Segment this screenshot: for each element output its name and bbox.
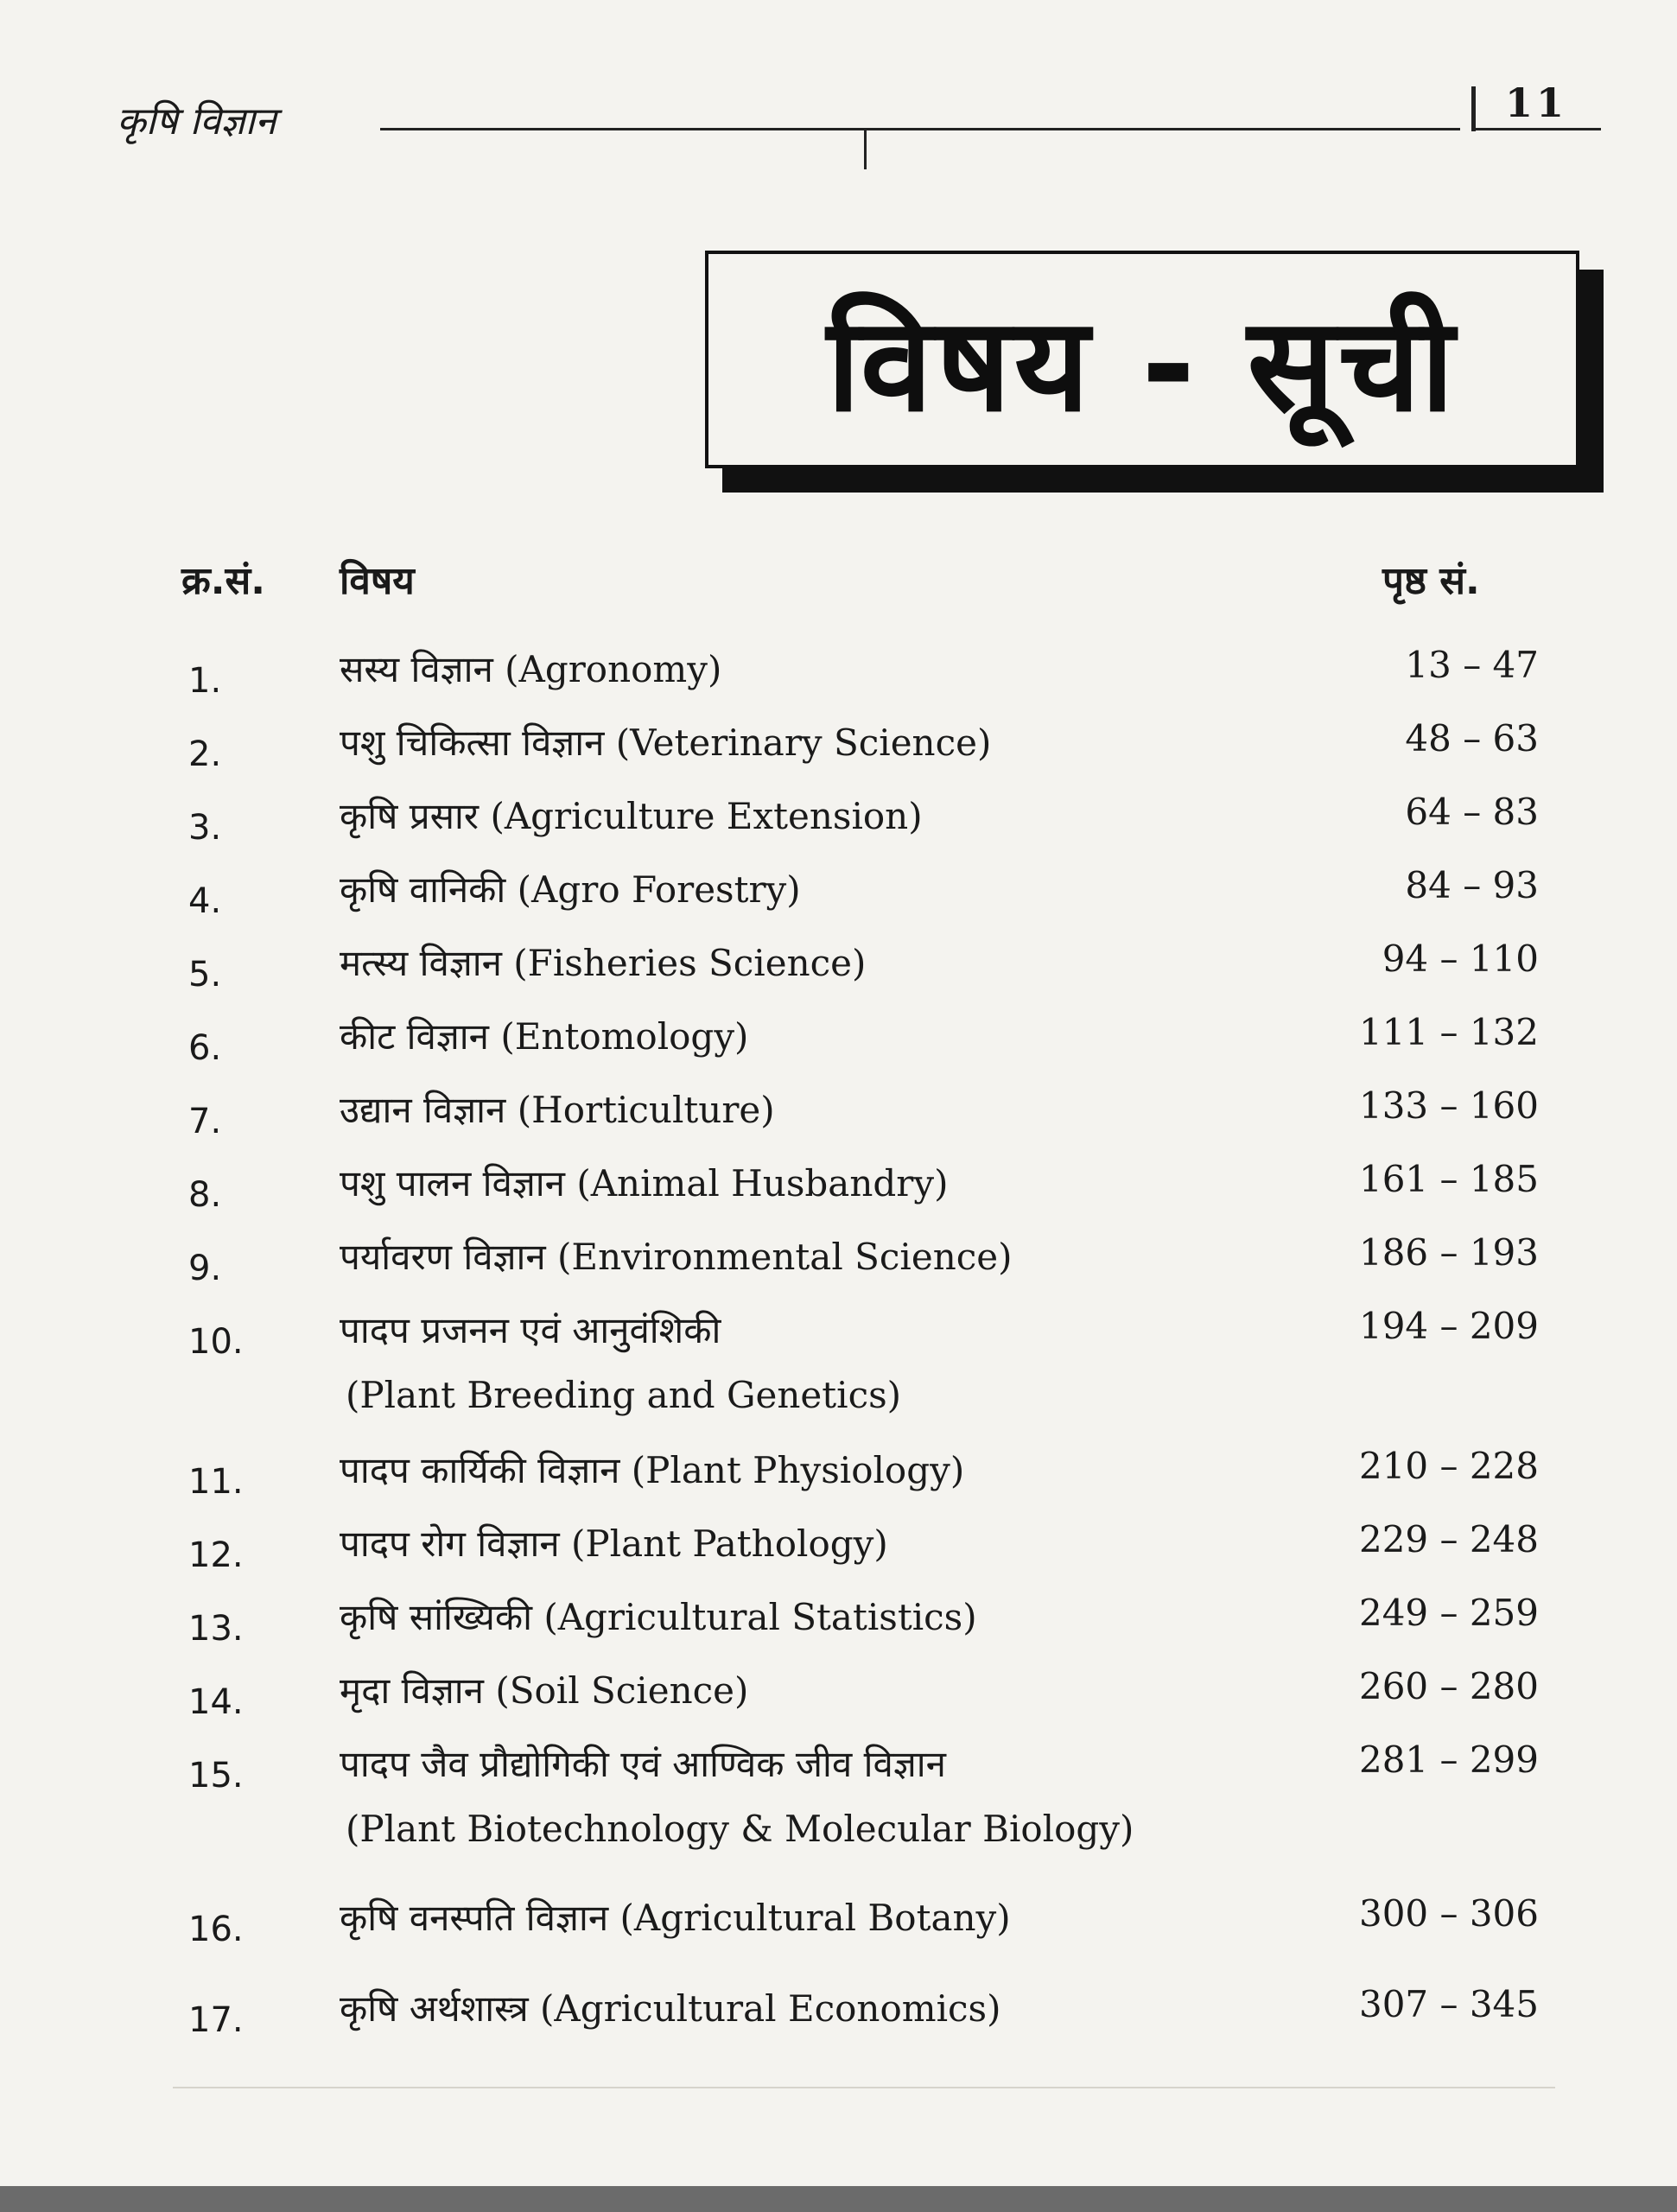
item-subject: पादप रोग विज्ञान (Plant Pathology) <box>340 1522 888 1565</box>
item-subject: कृषि सांख्यिकी (Agricultural Statistics) <box>340 1596 977 1638</box>
item-subject: कृषि अर्थशास्त्र (Agricultural Economics) <box>340 1987 1001 2030</box>
list-item <box>0 717 1677 786</box>
item-number: 8. <box>188 1175 222 1215</box>
item-number: 16. <box>188 1910 244 1949</box>
list-item <box>0 644 1677 713</box>
item-number: 9. <box>188 1249 222 1288</box>
item-number: 4. <box>188 881 222 921</box>
scan-edge <box>0 2186 1677 2212</box>
item-subject: पादप कार्यिकी विज्ञान (Plant Physiology) <box>340 1449 965 1491</box>
item-subject: पशु चिकित्सा विज्ञान (Veterinary Science) <box>340 721 992 764</box>
item-number: 13. <box>188 1609 244 1649</box>
item-number: 11. <box>188 1462 244 1502</box>
item-pages: 64 – 83 <box>1405 791 1539 833</box>
list-item <box>0 1011 1677 1080</box>
item-number: 7. <box>188 1102 222 1141</box>
item-pages: 111 – 132 <box>1358 1011 1539 1053</box>
item-subject: कीट विज्ञान (Entomology) <box>340 1015 749 1058</box>
title-box <box>705 251 1579 468</box>
column-header-subject: विषय <box>340 559 415 603</box>
item-number: 10. <box>188 1322 244 1362</box>
item-subject: उद्यान विज्ञान (Horticulture) <box>340 1089 775 1131</box>
item-pages: 249 – 259 <box>1358 1592 1539 1634</box>
item-subject: पादप प्रजनन एवं आनुवंशिकी <box>340 1309 721 1351</box>
list-item <box>0 938 1677 1007</box>
item-pages: 161 – 185 <box>1358 1158 1539 1200</box>
list-item <box>0 1158 1677 1227</box>
list-item <box>0 864 1677 933</box>
item-subject-line2: (Plant Breeding and Genetics) <box>346 1374 902 1416</box>
item-pages: 48 – 63 <box>1405 717 1539 760</box>
column-header-number: क्र.सं. <box>181 559 265 603</box>
list-item <box>0 1084 1677 1154</box>
list-item <box>0 1738 1677 1850</box>
item-subject: मृदा विज्ञान (Soil Science) <box>340 1669 749 1712</box>
item-pages: 194 – 209 <box>1358 1305 1539 1347</box>
item-pages: 300 – 306 <box>1358 1892 1539 1935</box>
item-pages: 133 – 160 <box>1358 1084 1539 1127</box>
item-subject: कृषि वनस्पति विज्ञान (Agricultural Botany) <box>340 1897 1011 1939</box>
item-pages: 13 – 47 <box>1405 644 1539 686</box>
list-item <box>0 1305 1677 1416</box>
list-item <box>0 1983 1677 2052</box>
page-number-bar <box>1471 86 1476 131</box>
list-item <box>0 1445 1677 1514</box>
item-pages: 307 – 345 <box>1358 1983 1539 2025</box>
running-header: कृषि विज्ञान <box>117 99 276 143</box>
item-pages: 281 – 299 <box>1358 1738 1539 1781</box>
item-number: 14. <box>188 1682 244 1722</box>
list-item <box>0 1592 1677 1661</box>
item-subject: सस्य विज्ञान (Agronomy) <box>340 648 722 690</box>
item-subject: पादप जैव प्रौद्योगिकी एवं आण्विक जीव विज्ञान <box>340 1743 946 1785</box>
item-pages: 84 – 93 <box>1405 864 1539 906</box>
item-pages: 186 – 193 <box>1358 1231 1539 1274</box>
item-number: 6. <box>188 1028 222 1068</box>
item-pages: 229 – 248 <box>1358 1518 1539 1560</box>
list-item <box>0 1665 1677 1734</box>
item-subject-line2: (Plant Biotechnology & Molecular Biology) <box>346 1808 1134 1850</box>
scan-line <box>173 2087 1555 2088</box>
item-pages: 260 – 280 <box>1358 1665 1539 1707</box>
item-pages: 94 – 110 <box>1382 938 1539 980</box>
item-number: 15. <box>188 1756 244 1796</box>
item-number: 5. <box>188 955 222 995</box>
page-number: 11 <box>1505 79 1568 126</box>
item-pages: 210 – 228 <box>1358 1445 1539 1487</box>
item-subject: कृषि वानिकी (Agro Forestry) <box>340 868 801 911</box>
list-item <box>0 1518 1677 1587</box>
item-subject: पर्यावरण विज्ञान (Environmental Science) <box>340 1236 1013 1278</box>
header-rule <box>380 128 1460 130</box>
item-number: 1. <box>188 661 222 701</box>
list-item <box>0 791 1677 860</box>
column-header-page: पृष्ठ सं. <box>1382 559 1480 603</box>
item-subject: मत्स्य विज्ञान (Fisheries Science) <box>340 942 867 984</box>
list-item <box>0 1892 1677 1961</box>
item-subject: पशु पालन विज्ञान (Animal Husbandry) <box>340 1162 949 1205</box>
page-title: विषय - सूची <box>826 290 1458 441</box>
page-number-rule <box>1471 128 1601 130</box>
header-tick <box>864 128 867 169</box>
item-number: 2. <box>188 734 222 774</box>
item-number: 12. <box>188 1535 244 1575</box>
item-subject: कृषि प्रसार (Agriculture Extension) <box>340 795 923 837</box>
list-item <box>0 1231 1677 1300</box>
item-number: 17. <box>188 2000 244 2040</box>
item-number: 3. <box>188 808 222 848</box>
